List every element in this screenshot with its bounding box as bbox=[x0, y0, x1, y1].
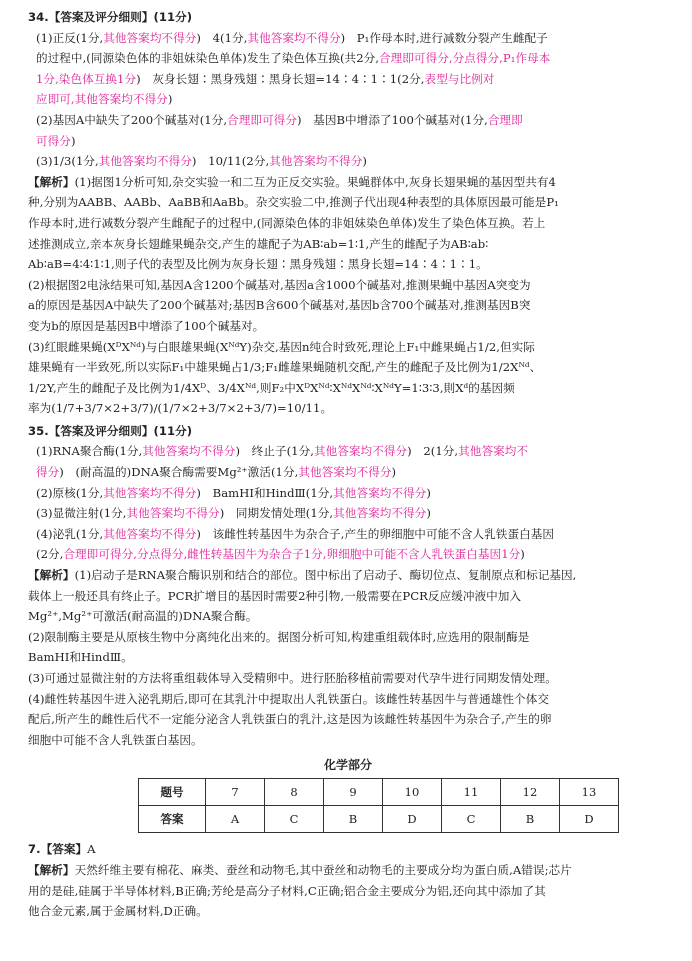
analysis-label: 【解析】 bbox=[28, 174, 75, 189]
text-segment: (2)原核(1分, bbox=[36, 485, 104, 500]
text-segment: ) 同期发情处理(1分, bbox=[219, 506, 334, 521]
scoring-note: 其他答案均不得分 bbox=[103, 485, 197, 500]
text-segment: ) bbox=[362, 154, 367, 169]
analysis-line bbox=[28, 860, 668, 881]
text-segment: 天然纤维主要有棉花、麻类、蚕丝和动物毛,其中蚕丝和动物毛的主要成分均为蛋白质,A错误;芯片 bbox=[74, 862, 572, 877]
text-segment: (3)1/3(1分, bbox=[36, 154, 99, 169]
analysis-line bbox=[28, 668, 668, 689]
text-segment: 配后,所产生的雌性后代不一定能分泌含人乳铁蛋白的乳汁,这是因为该雌性转基因牛为杂合子,产生的卵 bbox=[28, 712, 552, 727]
question-number-cell: 11 bbox=[442, 779, 501, 806]
text-segment: ) bbox=[426, 485, 431, 500]
analysis-line bbox=[28, 565, 668, 586]
q7-answer bbox=[28, 839, 668, 860]
text-segment: ) BamHⅠ和HindⅢ(1分, bbox=[196, 485, 334, 500]
scoring-note: 其他答案均不得分 bbox=[313, 444, 408, 459]
analysis-line bbox=[28, 357, 668, 378]
text-segment: a的原因是基因A中缺失了200个碱基对;基因B含600个碱基对,基因b含700个碱基对,推测基因B突 bbox=[28, 298, 531, 313]
text-segment: ) bbox=[70, 133, 76, 148]
question-number-cell: 8 bbox=[265, 779, 324, 806]
answer-line bbox=[28, 48, 668, 69]
text-segment: (3)可通过显微注射的方法将重组载体导入受精卵中。进行胚胎移植前需要对代孕牛进行同期发情处理。 bbox=[28, 671, 557, 685]
analysis-line bbox=[28, 337, 668, 358]
analysis-line bbox=[28, 192, 668, 213]
scoring-note: 得分 bbox=[36, 465, 60, 480]
analysis-line bbox=[28, 689, 668, 710]
text-segment: (4)泌乳(1分, bbox=[36, 526, 104, 541]
text-segment: 他合金元素,属于金属材料,D正确。 bbox=[28, 904, 208, 919]
scoring-note: 应即可,其他答案均不得分 bbox=[36, 92, 168, 107]
text-segment: ) 灰身长翅∶黑身残翅∶黑身长翅=14∶4∶1∶1(2分, bbox=[136, 71, 425, 86]
text-segment: (2分, bbox=[36, 547, 64, 562]
answer-line bbox=[28, 28, 668, 49]
analysis-line bbox=[28, 295, 668, 316]
scoring-note: 其他答案均不得分 bbox=[103, 526, 197, 541]
analysis-line bbox=[28, 586, 668, 607]
analysis-line bbox=[28, 647, 668, 668]
analysis-line bbox=[28, 254, 668, 275]
analysis-line bbox=[28, 234, 668, 255]
answer-line bbox=[28, 524, 668, 545]
text-segment: 细胞中可能不含人乳铁蛋白基因。 bbox=[28, 732, 203, 747]
analysis-line bbox=[28, 172, 668, 193]
q35-analysis bbox=[28, 565, 668, 750]
analysis-label: 【解析】 bbox=[28, 568, 75, 583]
analysis-line bbox=[28, 627, 668, 648]
text-segment: (4)雌性转基因牛进入泌乳期后,即可在其乳汁中提取出人乳铁蛋白。该雌性转基因牛与普通雄性个体交 bbox=[28, 691, 549, 706]
text-segment: ) bbox=[391, 465, 397, 480]
text-segment: ) 4(1分, bbox=[196, 30, 248, 45]
text-segment: (2)限制酶主要是从原核生物中分离纯化出来的。据图分析可知,构建重组载体时,应选用的限制酶是 bbox=[28, 629, 530, 644]
question-number-cell: 12 bbox=[501, 779, 560, 806]
answer-cell: C bbox=[265, 806, 324, 833]
text-segment: ) 基因B中增添了100个碱基对(1分, bbox=[296, 112, 488, 127]
text-segment: 作母本时,进行减数分裂产生雌配子的过程中,(同源染色体的非姐妹染色单体)发生了染色体互换。若上 bbox=[28, 215, 546, 230]
text-segment: BamHⅠ和HindⅢ。 bbox=[28, 650, 133, 665]
text-segment: 种,分别为AABB、AABb、AaBB和AaBb。杂交实验二中,推测子代出现4种表型的具体原因最可能是P₁ bbox=[28, 195, 559, 210]
q34-analysis bbox=[28, 172, 668, 419]
analysis-line bbox=[28, 378, 668, 399]
scoring-note: 其他答案均不 bbox=[458, 444, 529, 459]
text-segment: ) 终止子(1分, bbox=[235, 444, 314, 459]
text-segment: ) P₁作母本时,进行减数分裂产生雌配子 bbox=[340, 30, 548, 45]
text-segment: (2)根据图2电泳结果可知,基因A含1200个碱基对,基因a含1000个碱基对,推测果蝇中基因A突变为 bbox=[28, 277, 531, 292]
scoring-note: 其他答案均不得分 bbox=[247, 30, 341, 45]
text-segment: (1)启动子是RNA聚合酶识别和结合的部位。图中标出了启动子、酶切位点、复制原点和标记基因, bbox=[74, 568, 577, 583]
analysis-line bbox=[28, 275, 668, 296]
text-segment: ) 2(1分, bbox=[407, 444, 459, 459]
analysis-line bbox=[28, 709, 668, 730]
text-segment: 的过程中,(同源染色体的非姐妹染色单体)发生了染色体互换(共2分, bbox=[36, 51, 379, 66]
scoring-note: 其他答案均不得分 bbox=[98, 154, 192, 169]
question-number-cell: 10 bbox=[383, 779, 442, 806]
q7-analysis bbox=[28, 860, 668, 922]
scoring-note: 其他答案均不得分 bbox=[142, 444, 236, 459]
answer-line bbox=[28, 462, 668, 483]
analysis-line bbox=[28, 316, 668, 337]
text-segment: (2)基因A中缺失了200个碱基对(1分, bbox=[36, 112, 228, 127]
answer-line bbox=[28, 151, 668, 172]
question-number-cell: 13 bbox=[560, 779, 619, 806]
q34-answer-lines bbox=[28, 28, 668, 172]
text-segment: Mg²⁺,Mg²⁺可激活(耐高温的)DNA聚合酶。 bbox=[28, 609, 258, 624]
table-header-cell: 题号 bbox=[139, 779, 206, 806]
q7-answer-value: A bbox=[87, 842, 96, 857]
scoring-note: 其他答案均不得分 bbox=[126, 506, 220, 521]
scoring-note: 其他答案均不得分 bbox=[269, 154, 363, 169]
scoring-note: 其他答案均不得分 bbox=[333, 485, 427, 500]
text-segment: 1/2Y,产生的雌配子及比例为1/4Xᴰ、3/4Xᴺᵈ,则F₂中XᴰXᴺᵈ∶XᴺᵈXᴺᵈ∶XᴺᵈY=1∶3∶3,則Xᵈ的基因频 bbox=[28, 380, 515, 395]
text-segment: (3)红眼雌果蝇(XᴰXᴺᵈ)与白眼雄果蝇(XᴺᵈY)杂交,基因n纯合时致死,理论上F₁中雌果蝇占1/2,但实际 bbox=[28, 339, 535, 354]
q7-answer-label: 7.【答案】 bbox=[28, 842, 88, 857]
analysis-line bbox=[28, 881, 668, 902]
q35-header: 35.【答案及评分细则】(11分) bbox=[28, 423, 193, 438]
text-segment: (1)RNA聚合酶(1分, bbox=[36, 444, 143, 459]
analysis-line bbox=[28, 606, 668, 627]
table-row bbox=[139, 779, 619, 806]
text-segment: (3)显微注射(1分, bbox=[36, 506, 127, 521]
scoring-note: 其他答案均不得分 bbox=[298, 465, 392, 480]
scoring-note: 合理即 bbox=[487, 112, 523, 127]
text-segment: 述推测成立,亲本灰身长翅雌果蝇杂交,产生的雄配子为AB∶ab=1∶1,产生的雌配子为AB∶ab∶ bbox=[28, 236, 489, 251]
answer-cell: C bbox=[442, 806, 501, 833]
table-row bbox=[139, 806, 619, 833]
chemistry-section-title: 化学部分 bbox=[323, 758, 372, 773]
chemistry-answer-table bbox=[138, 778, 619, 833]
answer-line bbox=[28, 110, 668, 131]
answer-cell: D bbox=[560, 806, 619, 833]
scoring-note: 其他答案均不得分 bbox=[333, 506, 427, 521]
scoring-note: 合理即可得分 bbox=[227, 112, 297, 127]
text-segment: (1)据图1分析可知,杂交实验一和二互为正反交实验。果蝇群体中,灰身长翅果蝇的基因型共有4 bbox=[74, 174, 556, 189]
question-number-cell: 9 bbox=[324, 779, 383, 806]
scoring-note: 1分,染色体互换1分 bbox=[36, 71, 137, 86]
answer-line bbox=[28, 544, 668, 565]
text-segment: 用的是硅,硅属于半导体材料,B正确;芳纶是高分子材料,C正确;铝合金主要成分为铝,还向其中添加了其 bbox=[28, 883, 546, 898]
analysis-line bbox=[28, 901, 668, 922]
analysis-line bbox=[28, 213, 668, 234]
scoring-note: 合理即可得分,分点得分,P₁作母本 bbox=[379, 51, 551, 66]
text-segment: (1)正反(1分, bbox=[36, 30, 104, 45]
analysis-label: 【解析】 bbox=[28, 862, 75, 877]
scoring-note: 表型与比例对 bbox=[424, 71, 495, 86]
answer-line bbox=[28, 441, 668, 462]
text-segment: 载体上一般还具有终止子。PCR扩增目的基因时需要2种引物,一般需要在PCR反应缓冲液中加入 bbox=[28, 588, 522, 603]
answer-line bbox=[28, 89, 668, 110]
answer-line bbox=[28, 131, 668, 152]
answer-cell: A bbox=[206, 806, 265, 833]
text-segment: 变为b的原因是基因B中增添了100个碱基对。 bbox=[28, 318, 265, 333]
answer-cell: B bbox=[324, 806, 383, 833]
text-segment: 雄果蝇有一半致死,所以实际F₁中雄果蝇占1/3;F₁雌雄果蝇随机交配,产生的雌配子及比例为1/2Xᴺᵈ、 bbox=[28, 360, 542, 375]
text-segment: ) 该雌性转基因牛为杂合子,产生的卵细胞中可能不含人乳铁蛋白基因 bbox=[196, 526, 555, 541]
answer-line bbox=[28, 483, 668, 504]
analysis-line bbox=[28, 730, 668, 751]
question-number-cell: 7 bbox=[206, 779, 265, 806]
scoring-note: 其他答案均不得分 bbox=[103, 30, 197, 45]
text-segment: 率为(1/7+3/7×2+3/7)/(1/7×2+3/7×2+3/7)=10/11。 bbox=[28, 401, 333, 416]
answer-line bbox=[28, 503, 668, 524]
answer-cell: B bbox=[501, 806, 560, 833]
text-segment: Ab∶aB=4∶4∶1∶1,则子代的表型及比例为灰身长翅∶黑身残翅∶黑身长翅=14∶4∶1∶1。 bbox=[28, 257, 488, 272]
text-segment: ) (耐高温的)DNA聚合酶需要Mg²⁺激活(1分, bbox=[59, 465, 299, 480]
text-segment: ) 10/11(2分, bbox=[191, 154, 270, 169]
scoring-note: 可得分 bbox=[36, 133, 71, 148]
text-segment: ) bbox=[167, 92, 173, 107]
q34-header: 34.【答案及评分细则】(11分) bbox=[28, 10, 193, 24]
scoring-note: 合理即可得分,分点得分,雌性转基因牛为杂合子1分,卵细胞中可能不含人乳铁蛋白基因1分 bbox=[63, 547, 521, 562]
answer-cell: D bbox=[383, 806, 442, 833]
answer-line bbox=[28, 69, 668, 90]
table-header-cell: 答案 bbox=[139, 806, 206, 833]
q35-answer-lines bbox=[28, 441, 668, 565]
text-segment: ) bbox=[426, 506, 431, 521]
text-segment: ) bbox=[520, 547, 525, 562]
analysis-line bbox=[28, 398, 668, 419]
